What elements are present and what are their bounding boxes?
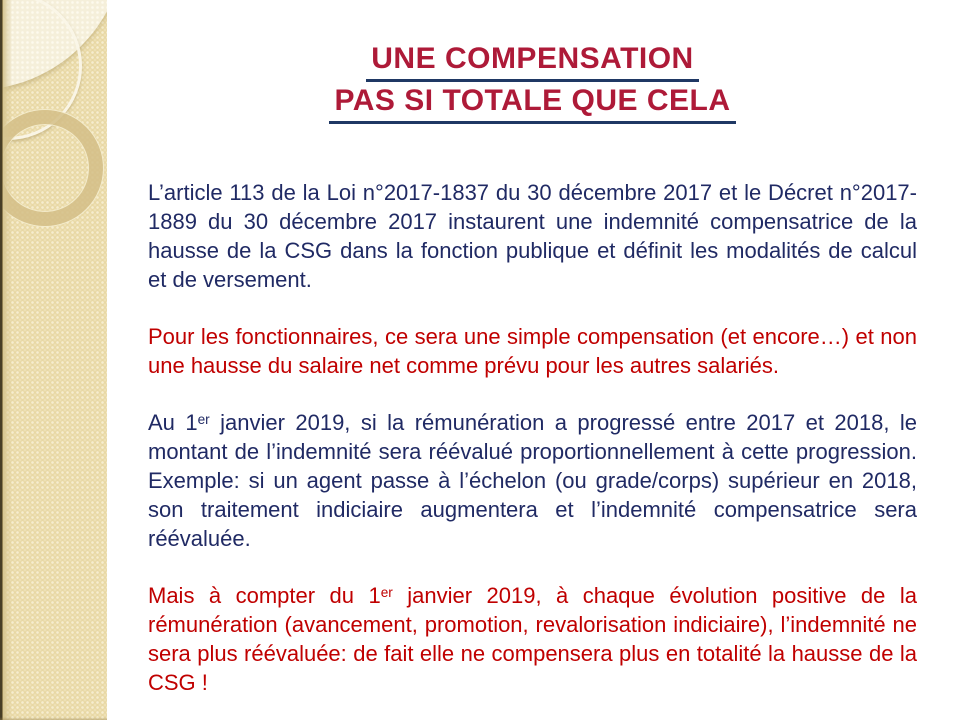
text-segment: L’article 113 de la Loi n°2017-1837 du 30 décembre 2017 et le Décret n°2017-1889 du 30 décembre 2017 instaurent une indemnité compensatrice de la hausse de la CSG dans la fonction publique et définit les modalités de calcul et de versement.	[148, 180, 917, 292]
title-line-2-text: PAS SI TOTALE QUE CELA	[329, 82, 735, 124]
slide-title	[148, 40, 917, 124]
text-segment: Mais à compter du 1	[148, 583, 381, 608]
decorative-sidebar	[0, 0, 108, 720]
text-segment: Pour les fonctionnaires, ce sera une simple compensation (et encore…) et non une hausse du salaire net comme prévu pour les autres salariés.	[148, 324, 917, 378]
title-line-1-text: UNE COMPENSATION	[366, 40, 698, 82]
title-line-2	[148, 82, 917, 124]
text-segment: janvier 2019, à chaque évolution positive de la rémunération (avancement, promotion, revalorisation indiciaire), l’indemnité ne sera plus réévaluée: de fait elle ne compensera plus en totalité la hausse de la CSG !	[148, 583, 917, 695]
title-line-1	[148, 40, 917, 82]
paragraph	[148, 581, 917, 697]
paragraph	[148, 178, 917, 294]
slide-content	[107, 0, 960, 720]
text-segment: janvier 2019, si la rémunération a progressé entre 2017 et 2018, le montant de l’indemnité sera réévalué proportionnellement à cette progression. Exemple: si un agent passe à l’échelon (ou grade/corps) supérieur en 2018, son traitement indiciaire augmentera et l’indemnité compensatrice sera réévaluée.	[148, 410, 917, 551]
text-segment: Au 1	[148, 410, 198, 435]
superscript: er	[380, 584, 393, 600]
body-paragraphs	[148, 178, 917, 697]
paragraph	[148, 322, 917, 380]
sidebar-ring-icon	[0, 110, 103, 226]
superscript: er	[197, 411, 210, 427]
paragraph	[148, 408, 917, 553]
